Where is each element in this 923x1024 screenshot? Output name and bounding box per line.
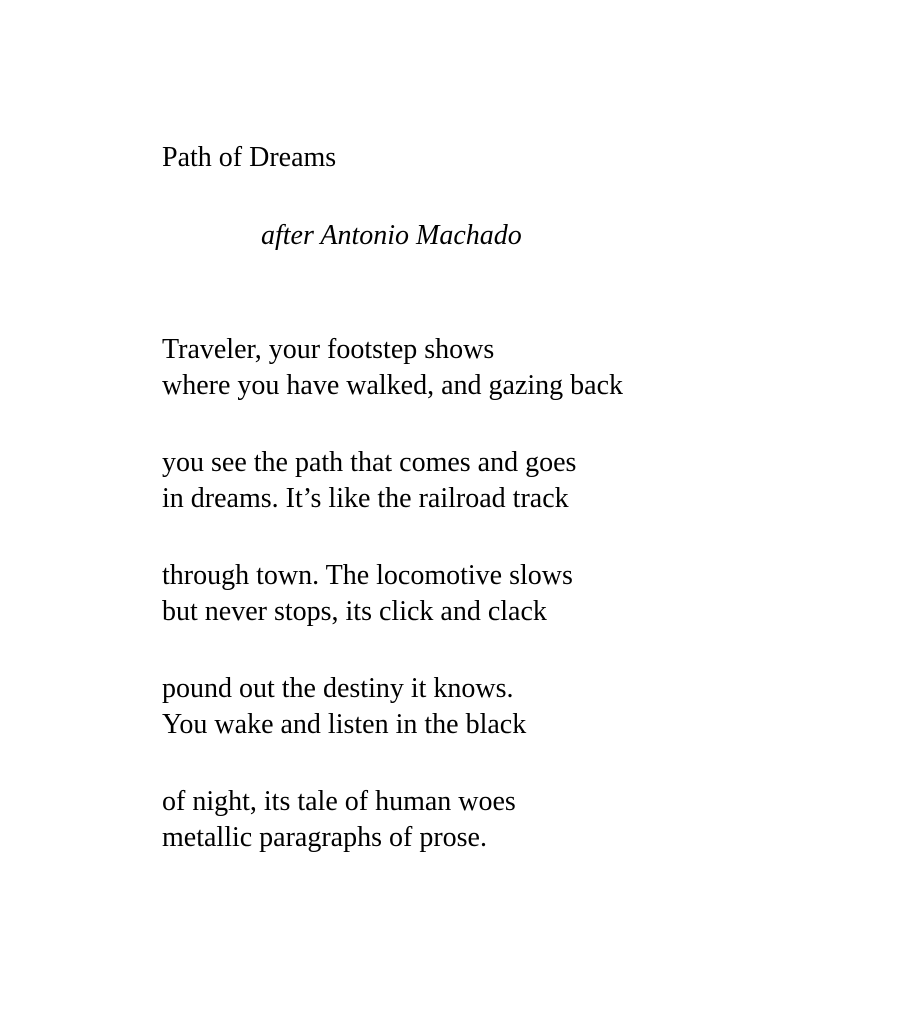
poem-line: pound out the destiny it knows. <box>162 673 514 704</box>
poem-dedication: after Antonio Machado <box>261 220 522 251</box>
poem-title: Path of Dreams <box>162 142 337 173</box>
poem-line: Traveler, your footstep shows <box>162 334 495 365</box>
stanza-5 <box>162 784 862 856</box>
poem-line: you see the path that comes and goes <box>162 447 577 478</box>
stanza-3 <box>162 558 862 630</box>
stanza-1 <box>162 332 862 404</box>
poem-line: where you have walked, and gazing back <box>162 370 624 401</box>
poem-body <box>162 332 862 897</box>
poem-line: through town. The locomotive slows <box>162 560 573 591</box>
stanza-2 <box>162 445 862 517</box>
poem-line: You wake and listen in the black <box>162 709 527 740</box>
poem-line: metallic paragraphs of prose. <box>162 822 487 853</box>
poem-line: of night, its tale of human woes <box>162 786 516 817</box>
stanza-4 <box>162 671 862 743</box>
poem-line: in dreams. It’s like the railroad track <box>162 483 569 514</box>
poem-line: but never stops, its click and clack <box>162 596 547 627</box>
